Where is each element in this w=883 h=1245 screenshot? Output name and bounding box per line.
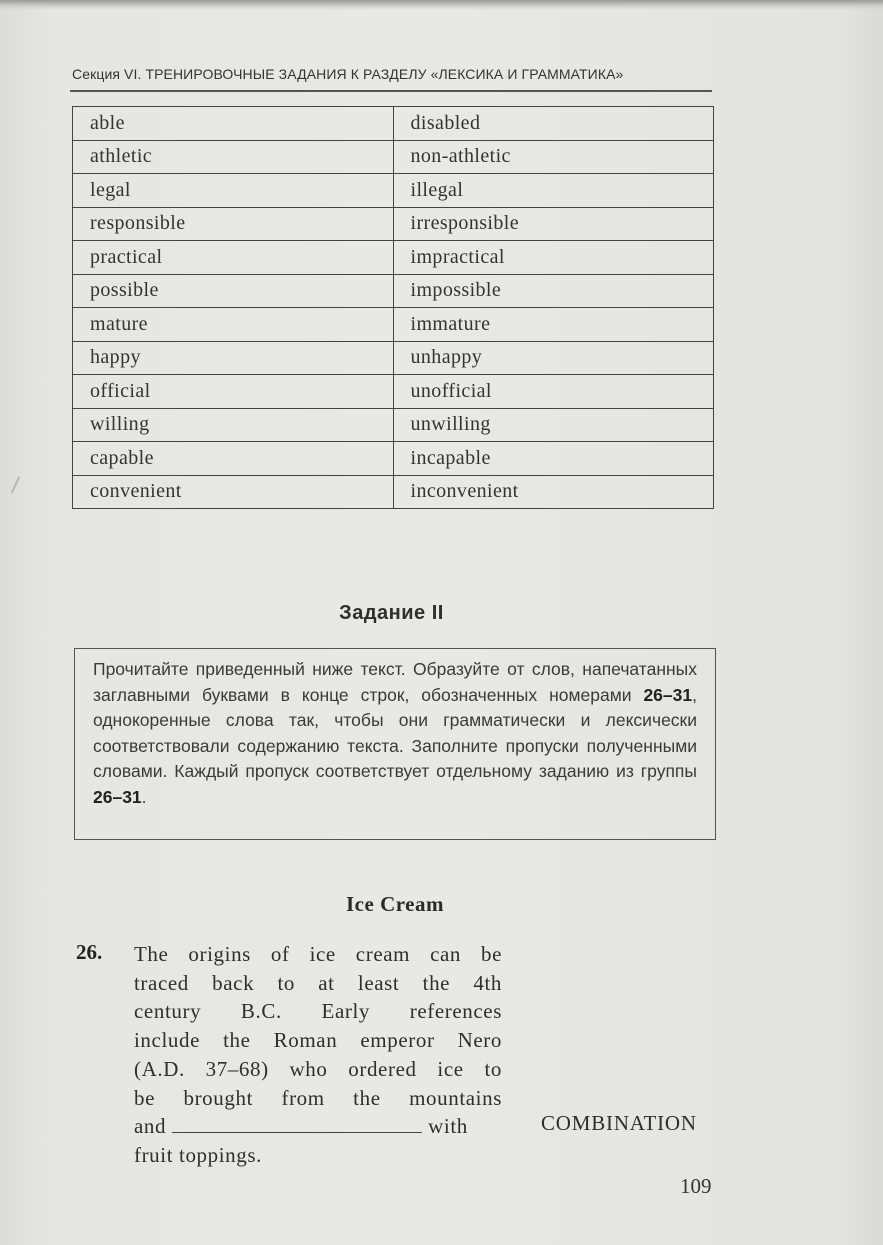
text-title: Ice Cream (346, 892, 444, 916)
text-line: The origins of ice cream can be (134, 942, 502, 966)
pencil-mark (11, 476, 29, 497)
word-table-row (73, 475, 714, 509)
word-table-row (73, 174, 714, 208)
base-word-cell: capable (73, 442, 394, 476)
answer-blank[interactable] (172, 1114, 422, 1133)
base-word-cell: legal (73, 174, 394, 208)
derived-word-cell: non-athletic (393, 140, 714, 174)
item-range: 26–31 (93, 786, 142, 807)
task-title: Задание II (339, 602, 444, 624)
word-table-row (73, 375, 714, 409)
instruction-box (74, 648, 716, 840)
word-table-row (73, 442, 714, 476)
base-word-cell: able (73, 107, 394, 141)
item-text (134, 940, 502, 1170)
derived-word-cell: immature (393, 308, 714, 342)
word-table (72, 106, 714, 509)
base-word-cell: practical (73, 241, 394, 275)
derived-word-cell: unofficial (393, 375, 714, 409)
instruction-text: , однокоренные слова так, чтобы они грамматически и лексически соответствовали содержанию текста. Заполните пропуски полученными словами. Каждый пропуск соответствует отдельному заданию из группы (93, 684, 697, 781)
base-word-cell: mature (73, 308, 394, 342)
word-table-row (73, 241, 714, 275)
word-table-row (73, 140, 714, 174)
page-number: 109 (680, 1174, 712, 1198)
page-top-edge (0, 0, 883, 10)
derived-word-cell: incapable (393, 442, 714, 476)
base-word-cell: convenient (73, 475, 394, 509)
text-line: (A.D. 37–68) who ordered ice to (134, 1056, 502, 1081)
text-line: include the Roman emperor Nero (134, 1028, 502, 1053)
running-head: Секция VI. ТРЕНИРОВОЧНЫЕ ЗАДАНИЯ К РАЗДЕЛУ «ЛЕКСИКА И ГРАММАТИКА» (72, 66, 624, 82)
text-line: traced back to at least the 4th (134, 970, 502, 995)
base-word-cell: official (73, 375, 394, 409)
derived-word-cell: impractical (393, 241, 714, 275)
word-table-body (73, 107, 714, 509)
keyword: COMBINATION (541, 1111, 697, 1135)
derived-word-cell: unwilling (393, 408, 714, 442)
text-before-blank: and (134, 1114, 167, 1139)
blank-text-line (134, 1112, 502, 1141)
derived-word-cell: unhappy (393, 341, 714, 375)
derived-word-cell: impossible (393, 274, 714, 308)
derived-word-cell: disabled (393, 107, 714, 141)
base-word-cell: responsible (73, 207, 394, 241)
item-number: 26. (76, 940, 103, 964)
base-word-cell: happy (73, 341, 394, 375)
text-line: be brought from the mountains (134, 1085, 502, 1110)
derived-word-cell: inconvenient (393, 475, 714, 509)
word-table-row (73, 408, 714, 442)
item-range: 26–31 (643, 684, 693, 705)
text-line: fruit toppings. (134, 1142, 262, 1167)
word-table-row (73, 308, 714, 342)
text-after-blank: with (428, 1114, 468, 1139)
derived-word-cell: irresponsible (393, 207, 714, 241)
header-rule (70, 90, 712, 92)
word-table-row (73, 107, 714, 141)
text-line: century B.C. Early references (134, 999, 502, 1024)
derived-word-cell: illegal (393, 174, 714, 208)
word-table-row (73, 274, 714, 308)
instruction-text: Прочитайте приведенный ниже текст. Образуйте от слов, напечатанных заглавными буквами в конце строк, обозначенных номерами (93, 659, 697, 705)
base-word-cell: possible (73, 274, 394, 308)
word-table-row (73, 341, 714, 375)
base-word-cell: willing (73, 408, 394, 442)
base-word-cell: athletic (73, 140, 394, 174)
word-table-row (73, 207, 714, 241)
instruction-text: . (141, 786, 147, 807)
